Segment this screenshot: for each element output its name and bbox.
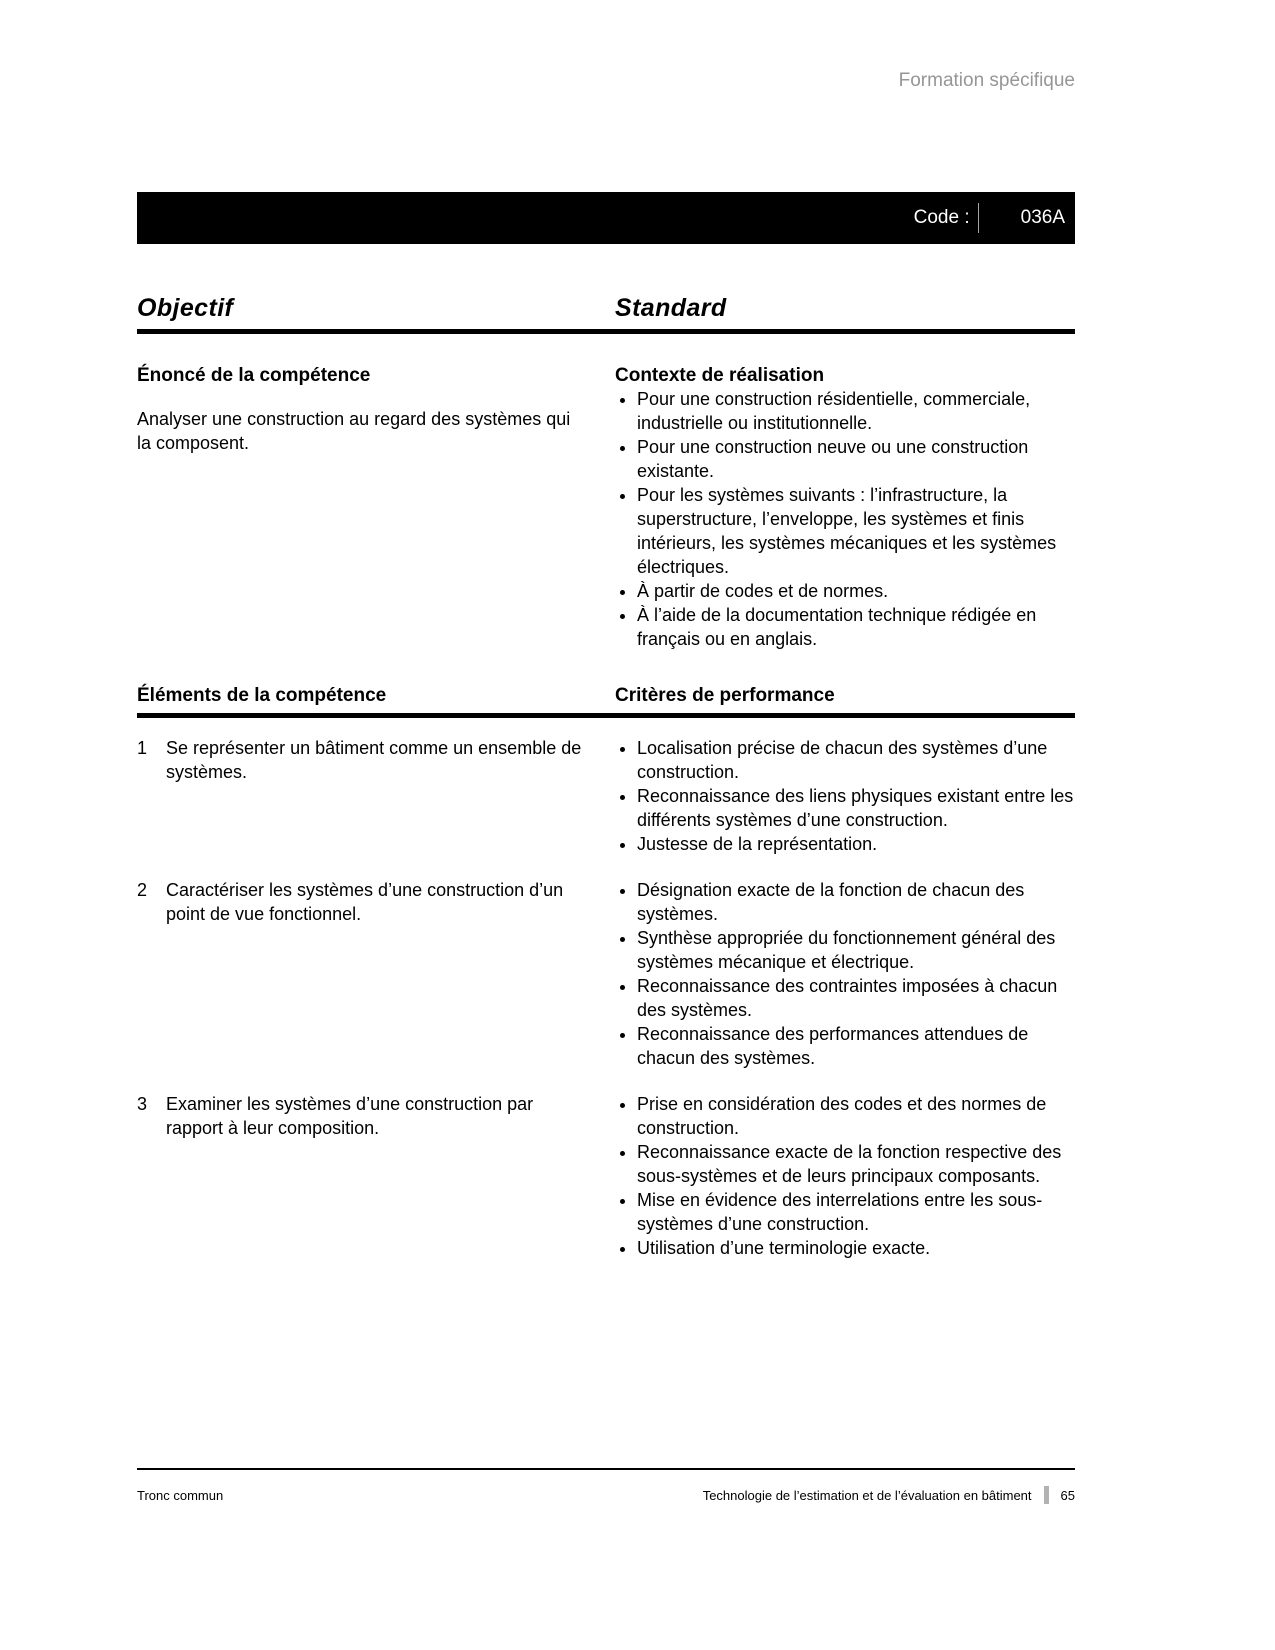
section-competence (137, 365, 1075, 651)
code-banner (137, 192, 1075, 244)
competence-column (137, 365, 615, 651)
competency-row (137, 736, 1075, 856)
element-statement: Examiner les systèmes d’une construction par rapport à leur composition. (166, 1094, 534, 1138)
bullet-item: • Pour les systèmes suivants : l’infrastructure, la superstructure, l’enveloppe, les systèmes et finis intérieurs, les systèmes mécaniques et les systèmes électriques. (637, 483, 1075, 579)
bullet-item: • Reconnaissance exacte de la fonction respective des sous-systèmes et de leurs principaux composants. (637, 1140, 1075, 1188)
criteria-block (615, 878, 1075, 1070)
section-rule-middle (137, 713, 1075, 718)
elements-heading: Éléments de la compétence (137, 685, 387, 706)
criteria-bullet-list (615, 1092, 1075, 1260)
contexte-column (615, 365, 1075, 651)
element-number: 1 (137, 738, 148, 758)
competence-heading: Énoncé de la compétence (137, 365, 371, 386)
footer-right-group (703, 1486, 1075, 1504)
page-footer (137, 1468, 1075, 1504)
criteria-block (615, 1092, 1075, 1260)
standard-title: Standard (615, 294, 727, 322)
footer-row (137, 1486, 1075, 1504)
bullet-item: • Reconnaissance des contraintes imposées à chacun des systèmes. (637, 974, 1075, 1022)
bullet-item: • Prise en considération des codes et des normes de construction. (637, 1092, 1075, 1140)
footer-left-text: Tronc commun (137, 1487, 224, 1503)
bullet-item: • Justesse de la représentation. (637, 832, 1075, 856)
competency-row (137, 1092, 1075, 1260)
code-separator (978, 203, 979, 233)
element-number: 2 (137, 880, 148, 900)
objectif-title: Objectif (137, 294, 234, 322)
bullet-item: • À l’aide de la documentation technique rédigée en français ou en anglais. (637, 603, 1075, 651)
footer-rule (137, 1468, 1075, 1470)
page-number: 65 (1060, 1487, 1075, 1503)
element-block (137, 736, 615, 856)
criteria-bullet-list (615, 878, 1075, 1070)
bullet-item: • Localisation précise de chacun des systèmes d’une construction. (637, 736, 1075, 784)
bullet-item: • À partir de codes et de normes. (637, 579, 1075, 603)
section2-headings (137, 685, 1075, 707)
criteria-block (615, 736, 1075, 856)
code-value: 036A (1020, 207, 1065, 228)
page-content (137, 0, 1075, 1282)
element-number: 3 (137, 1094, 148, 1114)
element-statement: Se représenter un bâtiment comme un ensemble de systèmes. (166, 738, 582, 782)
bullet-item: • Pour une construction neuve ou une construction existante. (637, 435, 1075, 483)
footer-divider-bar (1044, 1486, 1049, 1504)
running-header: Formation spécifique (898, 70, 1075, 91)
bullet-item: • Désignation exacte de la fonction de chacun des systèmes. (637, 878, 1075, 926)
footer-program-title: Technologie de l’estimation et de l’évaluation en bâtiment (702, 1487, 1032, 1503)
bullet-item: • Reconnaissance des liens physiques existant entre les différents systèmes d’une construction. (637, 784, 1075, 832)
bullet-item: • Utilisation d’une terminologie exacte. (637, 1236, 1075, 1260)
competency-items (137, 736, 1075, 1260)
element-statement: Caractériser les systèmes d’une construction d’un point de vue fonctionnel. (166, 880, 564, 924)
bullet-item: • Mise en évidence des interrelations entre les sous-systèmes d’une construction. (637, 1188, 1075, 1236)
competence-statement: Analyser une construction au regard des systèmes qui la composent. (137, 409, 571, 453)
criteres-heading: Critères de performance (615, 685, 835, 706)
bullet-item: • Synthèse appropriée du fonctionnement général des systèmes mécanique et électrique. (637, 926, 1075, 974)
competency-row (137, 878, 1075, 1070)
code-label: Code : (913, 207, 970, 228)
element-block (137, 1092, 615, 1260)
column-titles (137, 294, 1075, 323)
bullet-item: • Pour une construction résidentielle, commerciale, industrielle ou institutionnelle. (637, 387, 1075, 435)
section-rule-top (137, 329, 1075, 334)
criteria-bullet-list (615, 736, 1075, 856)
bullet-item: • Reconnaissance des performances attendues de chacun des systèmes. (637, 1022, 1075, 1070)
element-block (137, 878, 615, 1070)
contexte-heading: Contexte de réalisation (615, 365, 825, 386)
contexte-bullet-list (615, 387, 1075, 651)
